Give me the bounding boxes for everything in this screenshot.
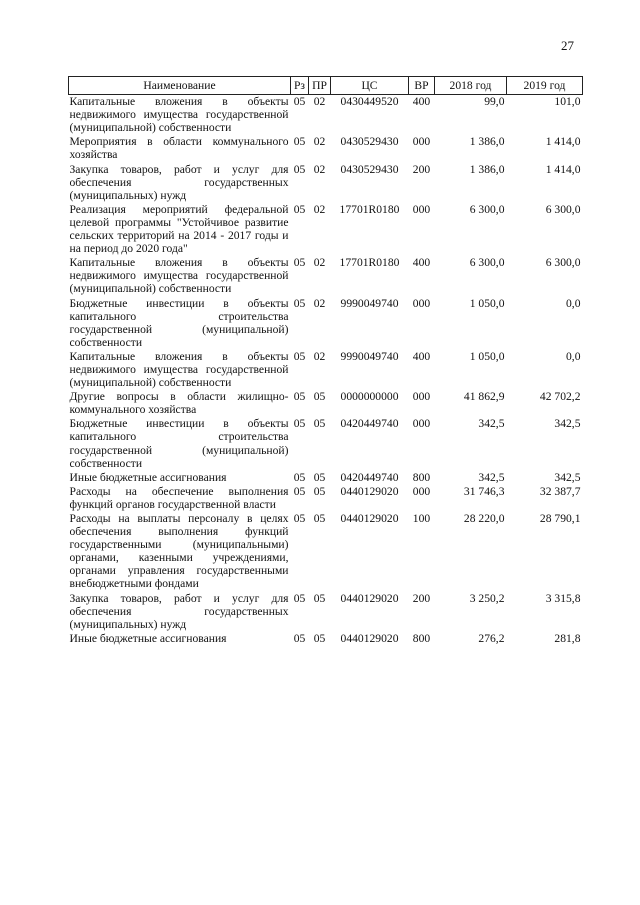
row-name: Расходы на обеспечение выполнения функций органов государственной власти <box>69 484 289 511</box>
row-name: Капитальные вложения в объекты недвижимого имущества государственной (муниципальной) собственности <box>69 95 289 135</box>
row-name: Другие вопросы в области жилищно-коммунального хозяйства <box>69 390 289 417</box>
row-value-2018: 342,5 <box>478 417 505 431</box>
row-cs: 0440129020 <box>340 591 399 605</box>
table-row <box>69 256 583 296</box>
table-row <box>69 203 583 256</box>
header-rz: Рз <box>291 77 309 95</box>
header-cs: ЦС <box>331 77 409 95</box>
row-value-2018: 1 050,0 <box>469 296 505 310</box>
row-vr: 200 <box>412 591 431 605</box>
row-cs: 9990049740 <box>340 296 399 310</box>
table-row <box>69 512 583 592</box>
table-row <box>69 390 583 417</box>
row-vr: 000 <box>412 135 431 149</box>
row-name: Расходы на выплаты персоналу в целях обеспечения выполнения функций государственными (муниципальными) органами, казенными учреждениями, органами управления государственными внебюджетными фондами <box>69 512 289 591</box>
row-vr: 800 <box>412 470 431 484</box>
row-name: Закупка товаров, работ и услуг для обеспечения государственных (муниципальных) нужд <box>69 591 289 631</box>
row-value-2019: 32 387,7 <box>539 484 581 498</box>
row-pr: 02 <box>313 296 326 310</box>
row-rz: 05 <box>293 631 306 645</box>
row-pr: 02 <box>313 95 326 109</box>
row-vr: 000 <box>412 390 431 404</box>
row-cs: 0430529430 <box>340 135 399 149</box>
row-vr: 000 <box>412 296 431 310</box>
row-cs: 0430449520 <box>340 95 399 109</box>
row-vr: 000 <box>412 202 431 216</box>
row-name: Капитальные вложения в объекты недвижимого имущества государственной (муниципальной) собственности <box>69 349 289 390</box>
row-value-2018: 31 746,3 <box>463 484 505 498</box>
row-cs: 0420449740 <box>340 417 399 431</box>
row-pr: 05 <box>313 631 326 645</box>
row-value-2018: 1 386,0 <box>469 162 505 176</box>
table-body <box>69 95 583 646</box>
row-pr: 05 <box>313 470 326 484</box>
table-row <box>69 350 583 390</box>
row-value-2019: 42 702,2 <box>539 390 581 404</box>
row-value-2018: 99,0 <box>484 95 505 109</box>
row-name: Капитальные вложения в объекты недвижимого имущества государственной (муниципальной) собственности <box>69 256 289 296</box>
header-2018: 2018 год <box>435 77 507 95</box>
row-value-2019: 101,0 <box>554 95 581 109</box>
row-pr: 05 <box>313 591 326 605</box>
row-rz: 05 <box>293 202 306 216</box>
row-pr: 02 <box>313 202 326 216</box>
row-rz: 05 <box>293 512 306 525</box>
header-2019: 2019 год <box>507 77 583 95</box>
header-name: Наименование <box>69 77 291 95</box>
row-rz: 05 <box>293 470 306 484</box>
row-pr: 05 <box>313 512 326 525</box>
row-rz: 05 <box>293 484 306 498</box>
row-value-2019: 3 315,8 <box>545 591 581 605</box>
row-value-2018: 6 300,0 <box>469 256 505 270</box>
row-name: Иные бюджетные ассигнования <box>69 631 227 645</box>
row-vr: 400 <box>412 256 431 270</box>
row-cs: 0000000000 <box>340 390 399 404</box>
row-value-2019: 281,8 <box>554 631 581 645</box>
table-row <box>69 417 583 470</box>
row-pr: 05 <box>313 417 326 431</box>
row-value-2018: 342,5 <box>478 470 505 484</box>
row-value-2019: 342,5 <box>554 417 581 431</box>
table-row <box>69 485 583 512</box>
row-value-2018: 28 220,0 <box>463 512 505 525</box>
row-vr: 100 <box>412 512 431 525</box>
row-value-2019: 342,5 <box>554 470 581 484</box>
row-name: Реализация мероприятий федеральной целевой программы "Устойчивое развитие сельских территорий на 2014 - 2017 годы и на период до 2020 года" <box>69 202 289 256</box>
table-row <box>69 163 583 203</box>
table-row <box>69 135 583 162</box>
row-vr: 200 <box>412 162 431 176</box>
row-name: Иные бюджетные ассигнования <box>69 470 227 484</box>
row-rz: 05 <box>293 296 306 310</box>
header-pr: ПР <box>309 77 331 95</box>
row-value-2018: 41 862,9 <box>463 390 505 404</box>
row-rz: 05 <box>293 162 306 176</box>
row-vr: 000 <box>412 484 431 498</box>
table-row <box>69 95 583 136</box>
row-cs: 0430529430 <box>340 162 399 176</box>
header-vr: ВР <box>409 77 435 95</box>
row-name: Мероприятия в области коммунального хозяйства <box>69 135 289 162</box>
row-cs: 0420449740 <box>340 470 399 484</box>
row-pr: 02 <box>313 162 326 176</box>
row-vr: 800 <box>412 631 431 645</box>
row-value-2018: 6 300,0 <box>469 202 505 216</box>
row-pr: 02 <box>313 256 326 270</box>
budget-table <box>68 76 583 646</box>
row-vr: 400 <box>412 349 431 363</box>
table-row <box>69 471 583 485</box>
row-value-2018: 1 050,0 <box>469 349 505 363</box>
row-value-2018: 3 250,2 <box>469 591 505 605</box>
row-value-2018: 1 386,0 <box>469 135 505 149</box>
row-vr: 000 <box>412 417 431 431</box>
row-rz: 05 <box>293 256 306 270</box>
row-value-2018: 276,2 <box>478 631 505 645</box>
row-name: Закупка товаров, работ и услуг для обеспечения государственных (муниципальных) нужд <box>69 162 289 202</box>
row-rz: 05 <box>293 417 306 431</box>
row-cs: 0440129020 <box>340 512 399 525</box>
row-rz: 05 <box>293 349 306 363</box>
table-row <box>69 297 583 350</box>
row-pr: 05 <box>313 484 326 498</box>
row-cs: 17701R0180 <box>339 256 400 270</box>
row-name: Бюджетные инвестиции в объекты капитального строительства государственной (муниципальной) собственности <box>69 417 289 470</box>
row-rz: 05 <box>293 95 306 109</box>
row-rz: 05 <box>293 591 306 605</box>
row-value-2019: 28 790,1 <box>539 512 581 525</box>
row-value-2019: 0,0 <box>566 296 581 310</box>
row-rz: 05 <box>293 135 306 149</box>
row-value-2019: 1 414,0 <box>545 162 581 176</box>
row-rz: 05 <box>293 390 306 404</box>
row-cs: 17701R0180 <box>339 202 400 216</box>
row-pr: 02 <box>313 135 326 149</box>
row-vr: 400 <box>412 95 431 109</box>
page-number: 27 <box>561 38 574 53</box>
row-cs: 0440129020 <box>340 631 399 645</box>
row-value-2019: 6 300,0 <box>545 202 581 216</box>
row-value-2019: 0,0 <box>566 349 581 363</box>
row-value-2019: 1 414,0 <box>545 135 581 149</box>
table-row <box>69 632 583 646</box>
row-pr: 05 <box>313 390 326 404</box>
table-header-row <box>69 77 583 95</box>
table-row <box>69 592 583 632</box>
row-cs: 9990049740 <box>340 349 399 363</box>
row-cs: 0440129020 <box>340 484 399 498</box>
row-pr: 02 <box>313 349 326 363</box>
row-value-2019: 6 300,0 <box>545 256 581 270</box>
row-name: Бюджетные инвестиции в объекты капитального строительства государственной (муниципальной) собственности <box>69 296 289 349</box>
